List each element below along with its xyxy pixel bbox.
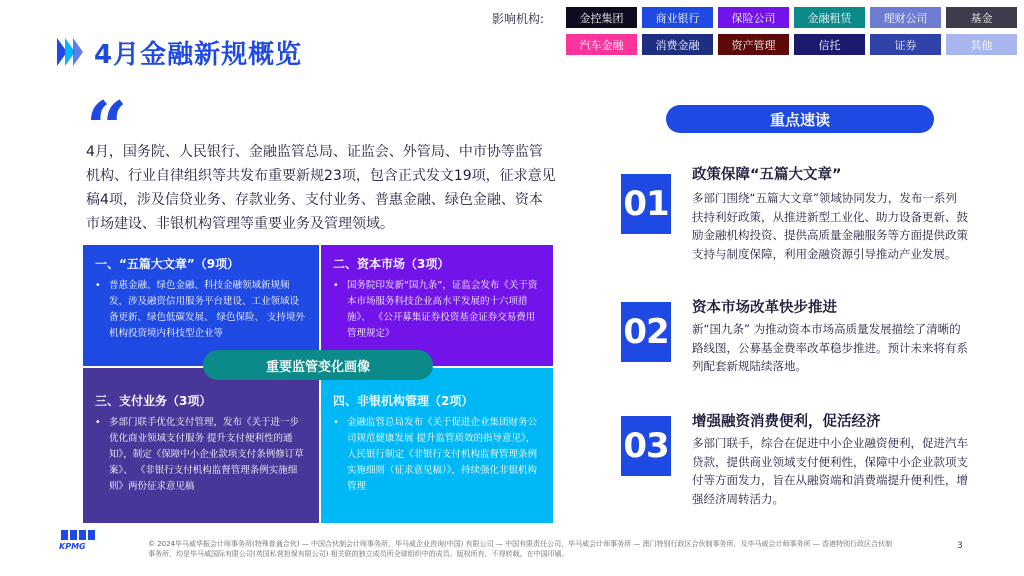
kpmg-logo-text: KPMG [59, 542, 86, 551]
tag-item: 保险公司 [718, 7, 789, 28]
key-point-title: 增强融资消费便利，促活经济 [692, 414, 881, 430]
quadrant-body: 金融监管总局发布《关于促进企业集团财务公司规范健康发展 提升监管质效的指导意见》， 人民银行制定《非银行支付机构监督管理条例实施细则（征求意见稿）》，持续强化非银机构管理 [347, 417, 538, 492]
quadrant-non-bank [321, 368, 553, 523]
institution-tags [566, 7, 1017, 55]
page-number: 3 [957, 541, 963, 551]
number-badge: 02 [621, 302, 671, 362]
tag-item: 信托 [794, 34, 865, 55]
key-point-body: 多部门围绕“五篇大文章”领域协同发力，发布一系列扶持利好政策，从推进新型工业化、助力设备更新、鼓励金融机构投资、提供高质量金融服务等方面提供政策支持与制度保障，利用金融资源引导推动产业发展。 [692, 191, 968, 261]
quadrant-payment [83, 368, 319, 523]
quadrant-five-articles [83, 245, 319, 366]
bullet-icon: • [95, 280, 101, 291]
tags-label: 影响机构: [492, 12, 545, 26]
key-point-body: 多部门联手，综合在促进中小企业融资便利，促进汽车贷款，提供商业领域支付便利性，保障中小企业款项支付等方面发力，旨在从融资端和消费端提升便利性，增强经济周转活力。 [692, 436, 968, 506]
quadrant-title: 二、资本市场（3项） [333, 257, 450, 271]
center-label-pill: 重要监管变化画像 [203, 350, 433, 380]
key-point-body: 新“国九条” 为推动资本市场高质量发展描绘了清晰的路线图，公募基金费率改革稳步推进。预计未来将有系列配套新规陆续落地。 [692, 322, 968, 373]
tag-item: 基金 [946, 7, 1017, 28]
quadrant-title: 四、非银机构管理（2项） [333, 394, 474, 408]
bullet-icon: • [95, 417, 101, 428]
tag-item: 证券 [870, 34, 941, 55]
chevron-logo-icon [57, 38, 89, 66]
tag-item: 其他 [946, 34, 1017, 55]
quadrant-body: 普惠金融、绿色金融、科技金融领域新规频发，涉及融资信用服务平台建设、工业领域设备更新、绿色低碳发展、 绿色保险、 支持境外机构投资境内科技型企业等 [109, 280, 306, 339]
page-title: 4月金融新规概览 [94, 40, 303, 70]
bullet-icon: • [333, 280, 339, 291]
quadrant-capital-market [321, 245, 553, 366]
tag-item: 商业银行 [642, 7, 713, 28]
quote-mark-icon: “ [86, 85, 128, 170]
quadrant-title: 三、支付业务（3项） [95, 394, 212, 408]
intro-paragraph: 4月，国务院、人民银行、金融监管总局、证监会、外管局、中市协等监管机构、行业自律组织等共发布重要新规23项，包含正式发文19项，征求意见稿4项，涉及信贷业务、存款业务、支付业务、普惠金融、绿色金融、资本市场建设、非银机构管理等重要业务及管理领域。 [86, 144, 556, 232]
tag-item: 金控集团 [566, 7, 637, 28]
quadrant-body: 多部门联手优化支付管理，发布《关于进一步优化商业领域支付服务 提升支付便利性的通知》，制定《保障中小企业款项支付条例修订草案》、 《非银行支付机构监督管理条例实施细则》两份征求意见稿 [109, 417, 304, 492]
quadrant-body: 国务院印发新“国九条”，证监会发布《关于资本市场服务科技企业高水平发展的十六项措施》、 《公开募集证券投资基金证券交易费用管理规定》 [347, 280, 538, 339]
key-points-header: 重点速读 [666, 105, 934, 133]
key-point-title: 政策保障“五篇大文章” [692, 167, 842, 183]
tag-item: 消费金融 [642, 34, 713, 55]
bullet-icon: • [333, 417, 339, 428]
tag-item: 理财公司 [870, 7, 941, 28]
footer-copyright: © 2024毕马威华振会计师事务所(特殊普通合伙) — 中国合伙制会计师事务所，毕马威企业咨询(中国) 有限公司 — 中国有限责任公司，毕马威会计师事务所 — 澳门特别行政区合伙制事务所，及毕马威会计师事务所 — 香港特别行政区合伙制事务所，均是毕马威国际有限公司(英国私营担保有限公司) 相关联的独立成员所全球组织中的成员。版权所有，不得转载。在中国印刷。 [148, 540, 892, 558]
tag-item: 资产管理 [718, 34, 789, 55]
number-badge: 01 [621, 174, 671, 234]
key-point-title: 资本市场改革快步推进 [692, 300, 837, 316]
tag-item: 汽车金融 [566, 34, 637, 55]
tag-item: 金融租赁 [794, 7, 865, 28]
number-badge: 03 [621, 416, 671, 476]
quadrant-title: 一、“五篇大文章”（9项） [95, 257, 240, 271]
